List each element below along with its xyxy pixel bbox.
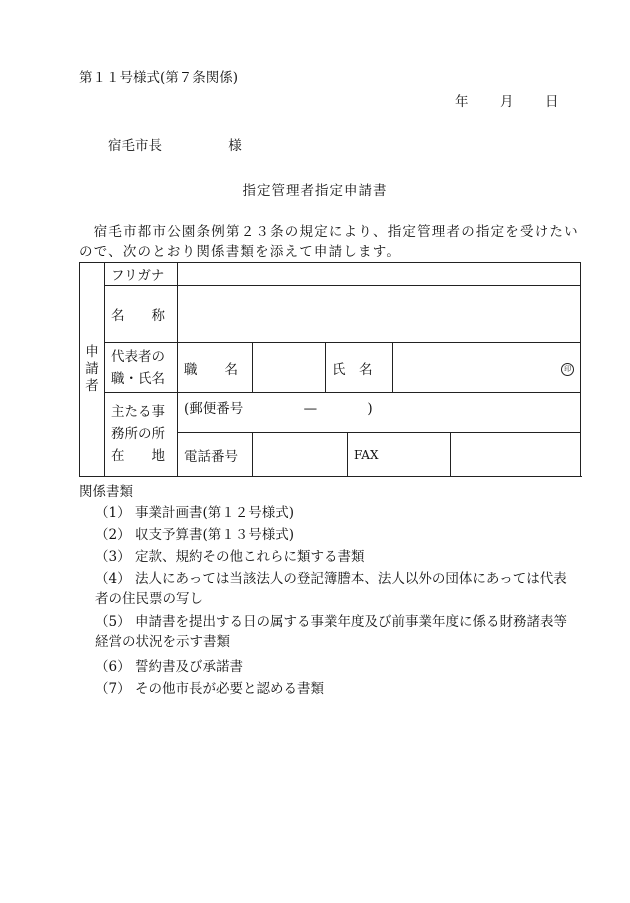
person-name-label: 氏 名 [326,343,393,393]
documents-heading: 関係書類 [79,484,133,500]
position-field[interactable] [253,343,326,393]
date-year: 年 [455,94,469,110]
name-label: 名 称 [105,286,178,343]
position-label: 職 名 [178,343,253,393]
phone-label: 電話番号 [178,433,253,477]
representative-label: 代表者の 職・氏名 [105,343,178,393]
postal-code-label: (郵便番号 [184,401,244,417]
addressee-honorific: 様 [228,138,242,154]
document-item: （2） 収支予算書(第１３号様式) [95,527,295,543]
fax-field[interactable] [451,433,581,477]
document-item: （1） 事業計画書(第１２号様式) [95,505,295,521]
furigana-label: フリガナ [105,263,178,286]
phone-field[interactable] [253,433,348,477]
name-field[interactable] [178,286,581,343]
document-item: （3） 定款、規約その他これらに類する書類 [95,549,365,565]
seal-icon: 印 [561,363,574,376]
applicant-table [79,262,581,477]
fax-label: FAX [348,433,451,477]
address-label: 主たる事 務所の所 在 地 [105,393,178,477]
document-title: 指定管理者指定申請書 [242,183,388,199]
addressee [108,134,242,154]
postal-dash: — [303,401,318,417]
form-number: 第１１号様式(第７条関係) [79,70,239,86]
postal-close: ) [367,401,373,417]
person-name-field[interactable] [393,343,581,393]
date-day: 日 [545,94,559,110]
document-item: （5） 申請書を提出する日の属する事業年度及び前事業年度に係る財務諸表等経営の状況を示す書類 [95,614,567,650]
postal-address-field[interactable] [178,393,581,433]
applicant-label: 申 請 者 [80,263,105,477]
furigana-field[interactable] [178,263,581,286]
body-text: 宿毛市都市公園条例第２３条の規定により、指定管理者の指定を受けたいので、次のとおり関係書類を添えて申請します。 [79,224,579,260]
document-item: （4） 法人にあっては当該法人の登記簿謄本、法人以外の団体にあっては代表者の住民票の写し [95,571,567,607]
document-item: （7） その他市長が必要と認める書類 [95,681,324,697]
date-month: 月 [500,94,514,110]
addressee-name: 宿毛市長 [108,138,162,154]
document-item: （6） 誓約書及び承諾書 [95,659,243,675]
